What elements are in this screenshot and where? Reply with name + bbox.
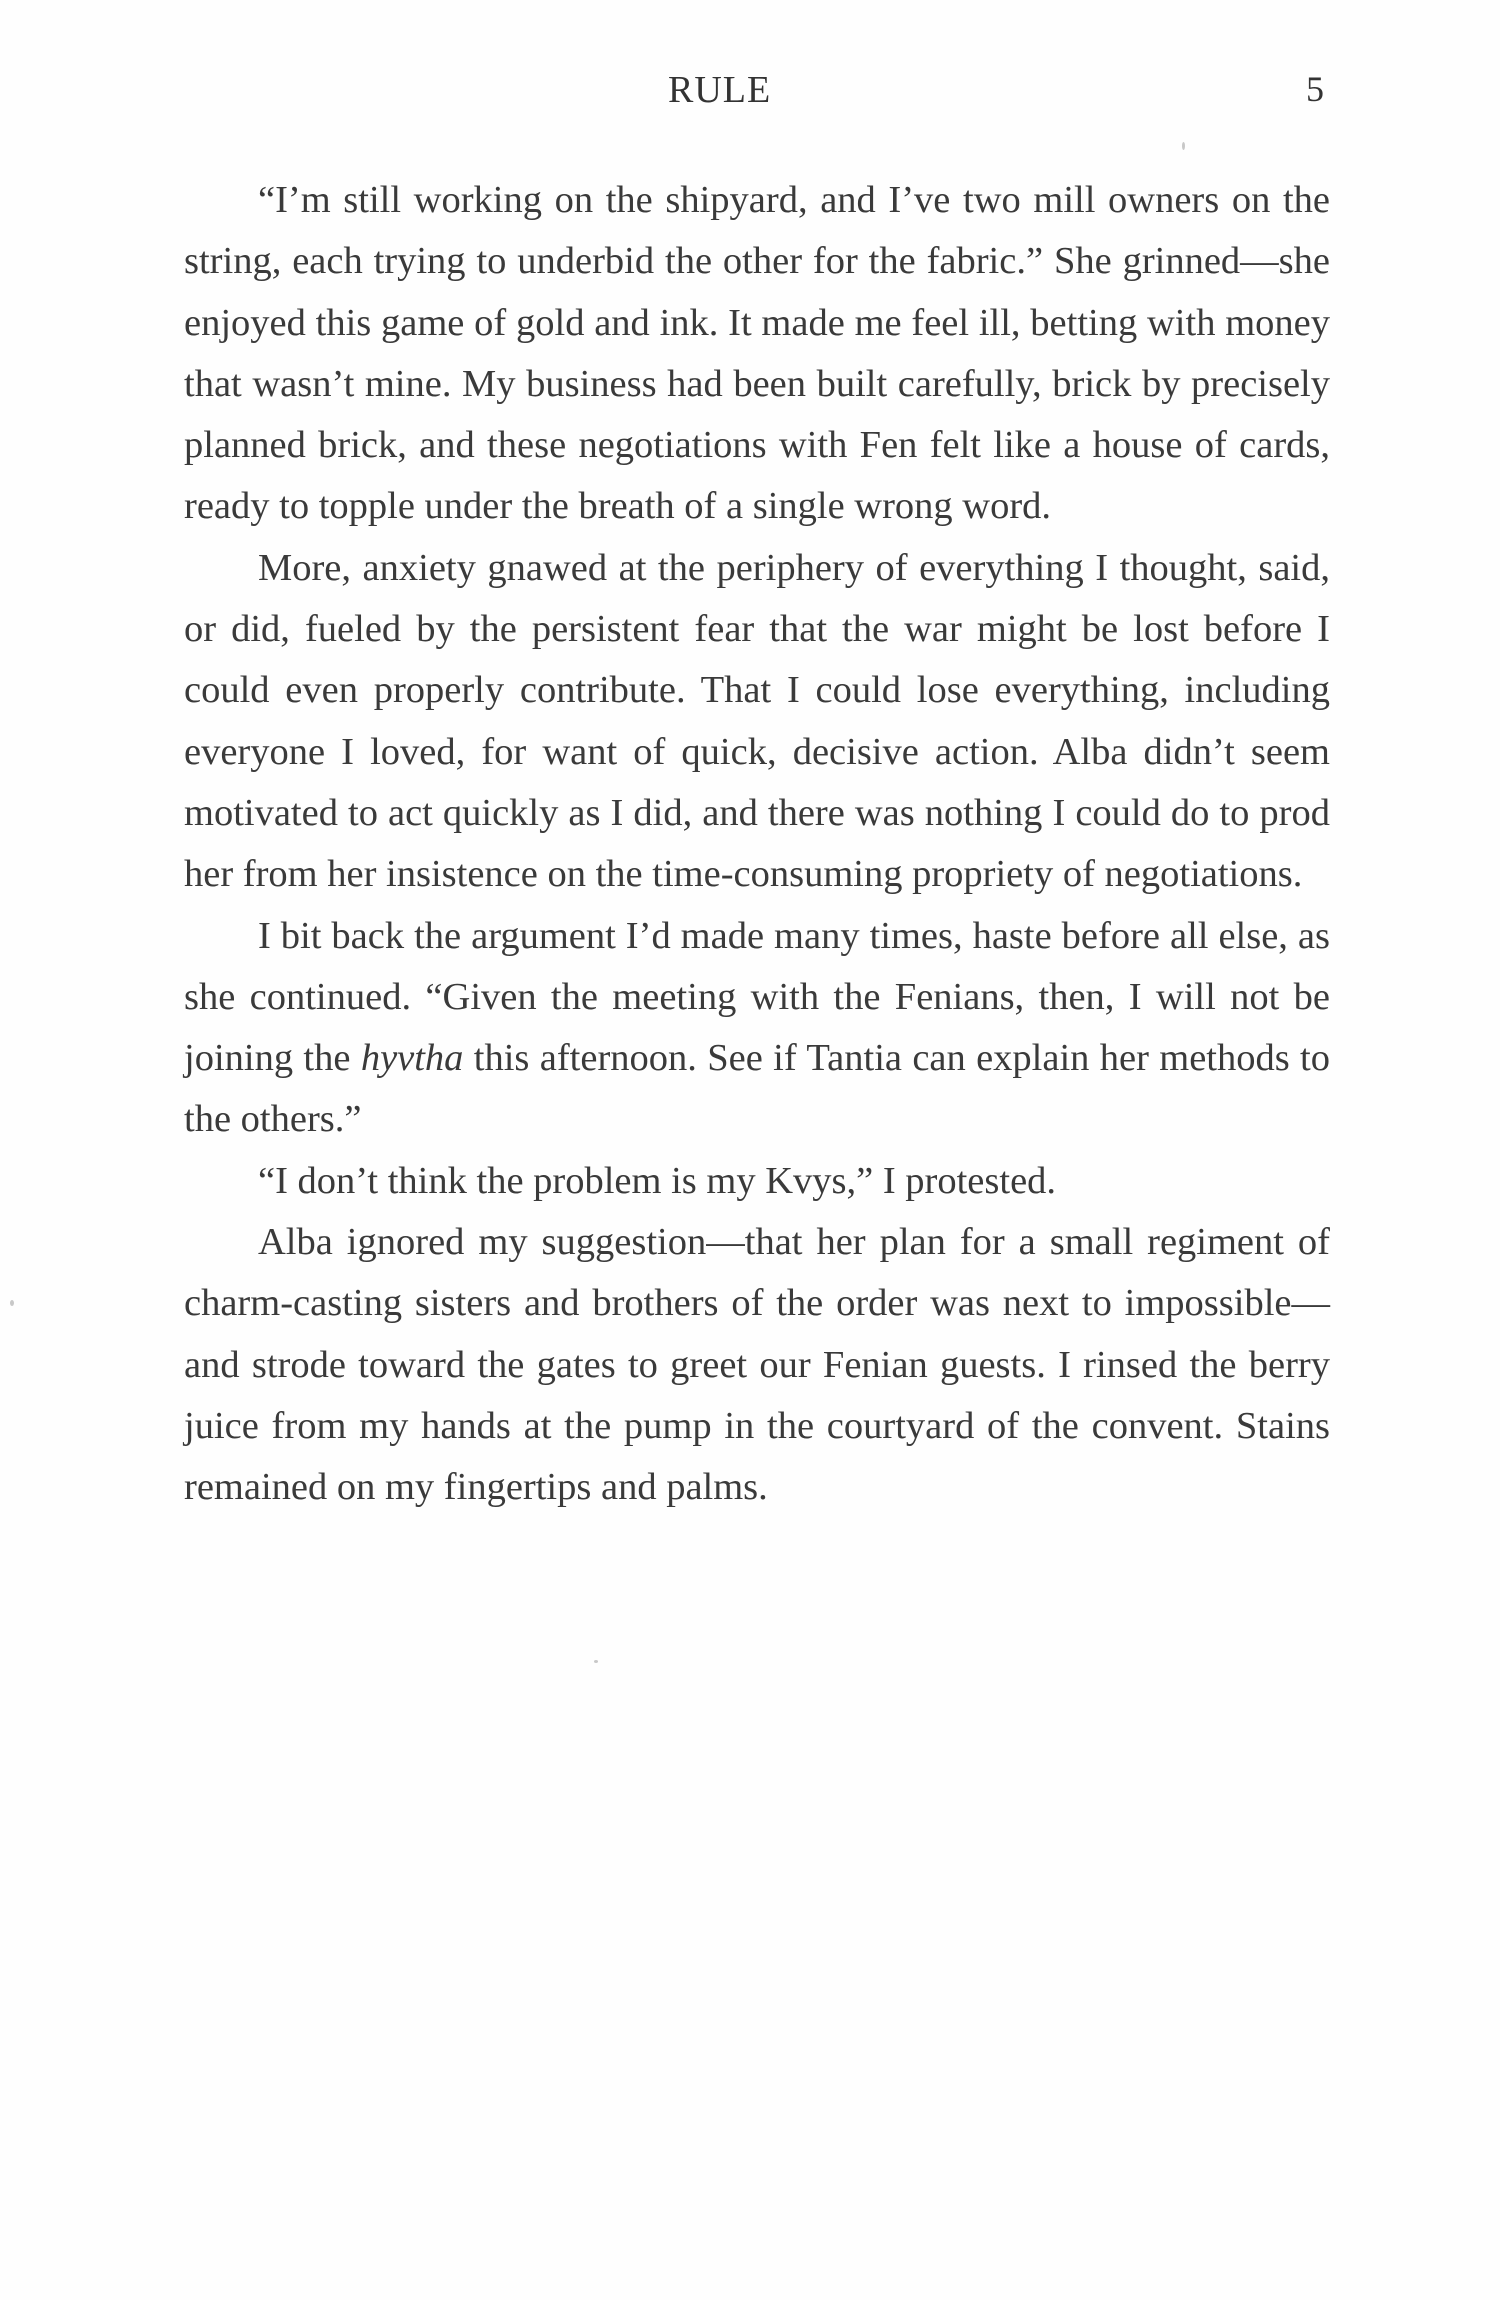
body-text <box>184 170 1330 1519</box>
paragraph-3 <box>184 906 1330 1151</box>
scan-speck <box>594 1660 598 1663</box>
running-head <box>0 60 1500 120</box>
scan-speck <box>1182 142 1185 150</box>
italic-term: hyvtha <box>360 1037 464 1080</box>
paragraph-5: Alba ignored my suggestion—that her plan for a small regiment of charm-casting sisters and brothers of the order was next to impossible—and strode toward the gates to greet our Fenian guests. I rinsed the berry juice from my hands at the pump in the courtyard of the convent. Stains remained on my fingertips and palms. <box>184 1221 1330 1509</box>
paragraph-3-lead: I bit back the argument I’d made many times, haste before all else, as she continued. “Given the meeting with the Fenians, then, I will not be joining the <box>184 914 1330 1080</box>
scan-speck <box>10 1300 14 1306</box>
paragraph-3-tail: this afternoon. See if Tantia can explain her methods to the others.” <box>184 1037 1331 1141</box>
paragraph-1: “I’m still working on the shipyard, and I’ve two mill owners on the string, each trying to underbid the other for the fabric.” She grinned—she enjoyed this game of gold and ink. It made me feel ill, betting with money that wasn’t mine. My business had been built carefully, brick by precisely planned brick, and these negotiations with Fen felt like a house of cards, ready to topple under the breath of a single wrong word. <box>184 179 1330 528</box>
paragraph-4: “I don’t think the problem is my Kvys,” I protested. <box>258 1159 1057 1202</box>
paragraph-2: More, anxiety gnawed at the periphery of everything I thought, said, or did, fueled by the persistent fear that the war might be lost before I could even properly contribute. That I could lose everything, including everyone I loved, for want of quick, decisive action. Alba didn’t seem motivated to act quickly as I did, and there was nothing I could do to prod her from her insistence on the time-consuming propriety of negotiations. <box>184 546 1330 896</box>
page-number: 5 <box>1306 69 1324 109</box>
book-title: RULE <box>668 69 772 111</box>
